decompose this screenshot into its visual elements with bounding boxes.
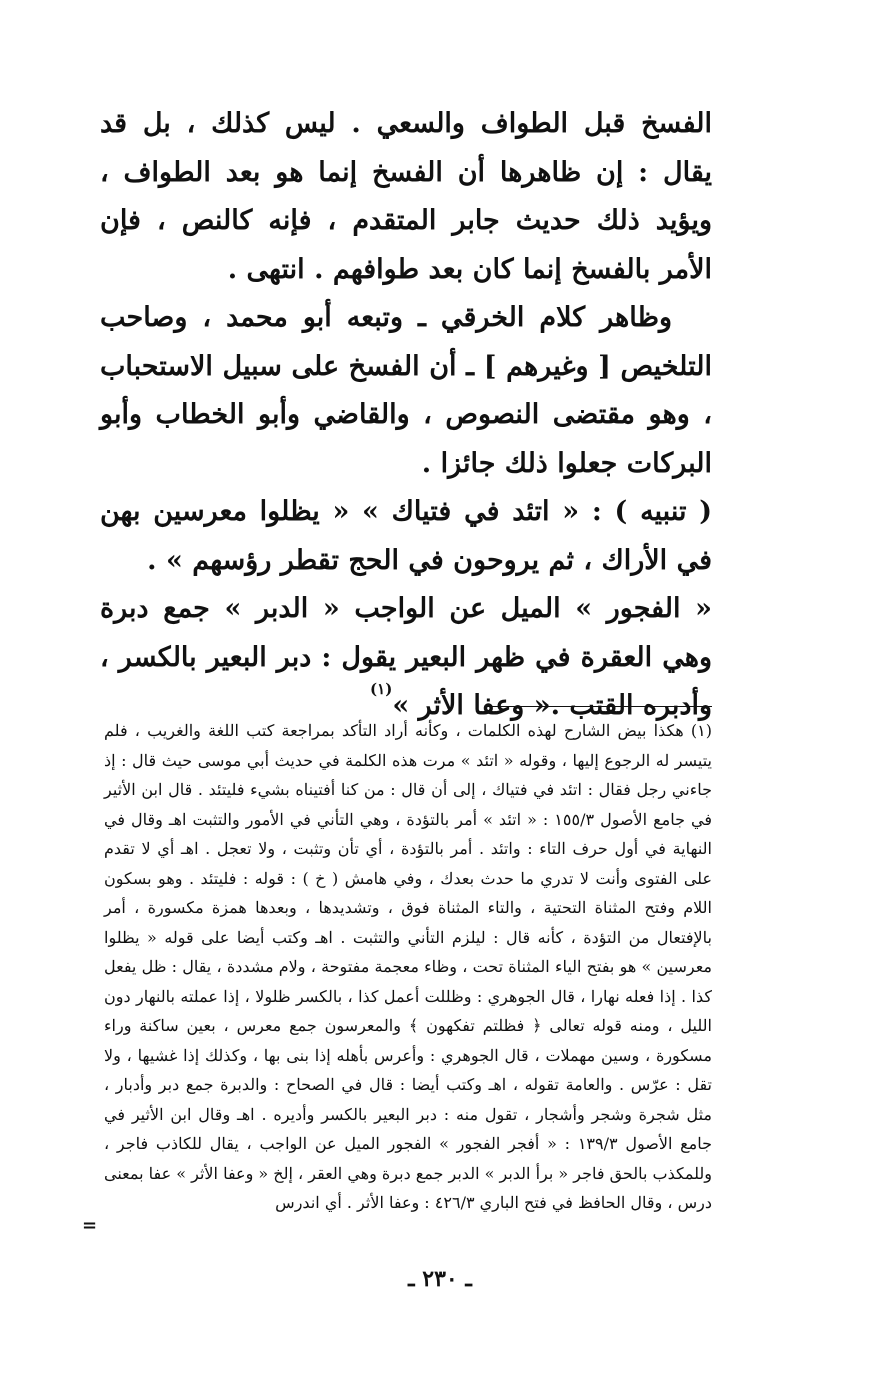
paragraph-4: [100, 585, 712, 731]
page-number: ـ ٢٣٠ ـ: [408, 1266, 472, 1292]
main-text: [100, 100, 712, 731]
footnote-divider: [486, 706, 712, 707]
footnote-reference: (١): [370, 680, 393, 698]
paragraph-2: وظاهر كلام الخرقي ـ وتبعه أبو محمد ، وصاحب التلخيص [ وغيرهم ] ـ أن الفسخ على سبيل الاستحباب ، وهو مقتضى النصوص ، والقاضي وأبو الخطاب وأبو البركات جعلوا ذلك جائزا .: [100, 302, 712, 479]
footnote-1: (١) هكذا بيض الشارح لهذه الكلمات ، وكأنه أراد التأكد بمراجعة كتب اللغة والغريب ، فلم يتيسر له الرجوع إليها ، وقوله « اتئد » مرت هذه الكلمة في حديث أبي موسى حيث قال : إذ جاءني رجل فقال : اتئد في فتياك ، إلى أن قال : من كنا أفتيناه بشيء فليتئد . قال ابن الأثير في جامع الأصول ١٥٥/٣ : « اتئد » أمر بالتؤدة ، وهي التأني في الأمور والتثبت اهـ وقال في النهاية في أول حرف التاء : واتئد . أمر بالتؤدة ، أي تأن وتثبت ، ولا تعجل . اهـ أي لا تقدم على الفتوى وأنت لا تدري ما حدث بعدك ، وفي هامش ( خ ) : قوله : فليتئد . وهو بسكون اللام وفتح المثناة التحتية ، والتاء المثناة فوق ، وتشديدها ، وبعدها همزة مكسورة ، أمر بالإفتعال من التؤدة ، كأنه قال : ليلزم التأني والتثبت . اهـ وكتب أيضا على قوله « يظلوا معرسين » هو بفتح الياء المثناة تحت ، وظاء معجمة مفتوحة ، ولام مشددة ، يقال : ظل يفعل كذا . إذا فعله نهارا ، قال الجوهري : وظللت أعمل كذا ، بالكسر ظلولا ، إذا عملته بالنهار دون الليل ، ومنه قوله تعالى ﴿ فظلتم تفكهون ﴾ والمعرسون جمع معرس ، بعين ساكنة وراء مسكورة ، وسين مهملات ، قال الجوهري : وأعرس بأهله إذا بنى بها ، وكذلك إذا غشيها ، ولا تقل : عرّس . والعامة تقوله ، اهـ وكتب أيضا : قال في الصحاح : والدبرة جمع دبر وأدبار ، مثل شجرة وشجر وأشجار ، تقول منه : دبر البعير بالكسر وأديره . اهـ وقال ابن الأثير في جامع الأصول ١٣٩/٣ : « أفجر الفجور » الفجور الميل عن الواجب ، يقال للكاذب فاجر ، وللمكذب بالحق فاجر « برأ الدبر » الدبر جمع دبرة وهي العقر ، إلخ « وعفا الأثر » عفا بمعنى درس ، وقال الحافظ في فتح الباري ٤٢٦/٣ : وعفا الأثر . أي اندرس: [104, 721, 713, 1212]
footnote-section: [104, 716, 712, 1218]
paragraph-1: الفسخ قبل الطواف والسعي . ليس كذلك ، بل قد يقال : إن ظاهرها أن الفسخ إنما هو بعد الطواف ، ويؤيد ذلك حديث جابر المتقدم ، فإنه كالنص ، فإن الأمر بالفسخ إنما كان بعد طوافهم . انتهى .: [100, 108, 712, 285]
paragraph-3: ( تنبيه ) : « اتئد في فتياك » « يظلوا معرسين بهن في الأراك ، ثم يروحون في الحج تقطر رؤسهم » .: [100, 496, 712, 576]
footnote-continuation-mark: =: [82, 1215, 98, 1236]
paragraph-4-text: « الفجور » الميل عن الواجب « الدبر » جمع دبرة وهي العقرة في ظهر البعير يقول : دبر البعير بالكسر ، وأدبره القتب .« وعفا الأثر »: [100, 593, 712, 721]
